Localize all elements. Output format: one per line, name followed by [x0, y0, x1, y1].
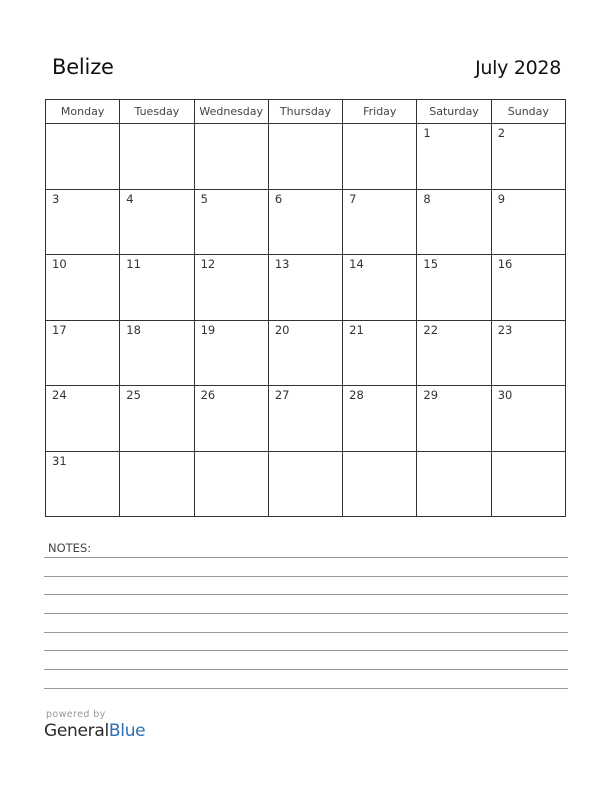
day-number: 28 — [349, 388, 364, 402]
week-row — [46, 189, 566, 255]
notes-line — [44, 557, 568, 558]
week-row — [46, 124, 566, 190]
day-number: 19 — [200, 322, 216, 337]
day-cell — [46, 320, 120, 386]
day-cell — [120, 255, 194, 321]
day-cell — [491, 255, 565, 321]
day-cell — [343, 189, 417, 255]
brand-general-text: General — [44, 721, 109, 741]
day-number — [195, 124, 268, 126]
day-number: 11 — [126, 257, 141, 271]
day-cell — [268, 189, 342, 255]
day-cell — [268, 320, 342, 386]
day-number: 2 — [497, 126, 506, 140]
notes-line — [44, 688, 568, 689]
weekday-saturday: Saturday — [417, 100, 491, 124]
day-number: 4 — [126, 191, 134, 206]
day-number: 31 — [52, 453, 67, 468]
day-number — [195, 452, 268, 454]
country-title: Belize — [52, 55, 114, 79]
day-cell — [120, 386, 194, 452]
day-cell — [491, 386, 565, 452]
notes-line — [44, 650, 568, 651]
notes-line — [44, 613, 568, 614]
day-cell — [46, 189, 120, 255]
day-number — [46, 124, 119, 126]
notes-line — [44, 576, 568, 577]
brand-blue-text: Blue — [108, 721, 146, 741]
week-row — [46, 386, 566, 452]
week-row — [46, 451, 566, 517]
day-cell — [491, 189, 565, 255]
day-number: 18 — [126, 322, 141, 337]
day-cell — [343, 255, 417, 321]
day-number: 29 — [423, 388, 439, 402]
day-cell — [343, 386, 417, 452]
day-number — [120, 452, 193, 454]
day-cell — [343, 124, 417, 190]
day-cell — [268, 451, 342, 517]
day-cell — [417, 451, 491, 517]
day-cell — [46, 124, 120, 190]
day-number — [417, 452, 490, 454]
day-number: 23 — [497, 322, 513, 337]
day-number: 8 — [423, 191, 431, 206]
day-cell — [194, 124, 268, 190]
day-number: 7 — [349, 191, 357, 206]
day-cell — [120, 451, 194, 517]
day-cell — [268, 124, 342, 190]
week-row — [46, 320, 566, 386]
day-cell — [120, 189, 194, 255]
day-number: 22 — [423, 322, 439, 337]
powered-by-text: powered by — [46, 709, 106, 720]
day-cell — [194, 320, 268, 386]
day-cell — [417, 124, 491, 190]
day-number — [343, 452, 416, 454]
day-number — [269, 124, 342, 126]
day-number: 24 — [52, 388, 67, 402]
day-number: 10 — [52, 257, 67, 271]
day-number: 3 — [52, 191, 60, 206]
day-number: 13 — [274, 257, 290, 271]
day-number: 30 — [497, 388, 513, 402]
day-number: 16 — [497, 257, 513, 271]
day-cell — [417, 386, 491, 452]
calendar-grid — [45, 99, 566, 517]
day-cell — [268, 386, 342, 452]
day-cell — [417, 320, 491, 386]
day-number: 21 — [349, 322, 364, 337]
day-cell — [120, 124, 194, 190]
day-number: 15 — [423, 257, 439, 271]
day-number: 1 — [423, 126, 431, 140]
day-number — [492, 452, 565, 454]
weekday-tuesday: Tuesday — [120, 100, 194, 124]
day-number — [343, 124, 416, 126]
day-number: 26 — [200, 388, 216, 402]
day-cell — [491, 451, 565, 517]
day-number: 27 — [274, 388, 290, 402]
notes-line — [44, 594, 568, 595]
notes-label: NOTES: — [48, 541, 92, 555]
weekday-thursday: Thursday — [268, 100, 342, 124]
day-cell — [194, 189, 268, 255]
day-cell — [194, 451, 268, 517]
day-cell — [417, 189, 491, 255]
weekday-monday: Monday — [46, 100, 120, 124]
day-number — [269, 452, 342, 454]
notes-line — [44, 669, 568, 670]
day-number: 9 — [497, 191, 506, 206]
day-cell — [491, 320, 565, 386]
day-number: 6 — [274, 191, 283, 206]
day-cell — [46, 255, 120, 321]
day-cell — [46, 386, 120, 452]
week-row — [46, 255, 566, 321]
weekday-friday: Friday — [343, 100, 417, 124]
day-cell — [46, 451, 120, 517]
month-year-title: July 2028 — [475, 57, 561, 79]
day-number: 25 — [126, 388, 141, 402]
day-cell — [343, 320, 417, 386]
day-number: 17 — [52, 322, 67, 337]
day-cell — [194, 386, 268, 452]
day-cell — [194, 255, 268, 321]
day-number: 20 — [274, 322, 290, 337]
day-number: 12 — [200, 257, 216, 271]
day-cell — [417, 255, 491, 321]
day-number — [120, 124, 193, 126]
notes-line — [44, 632, 568, 633]
day-number: 14 — [349, 257, 364, 271]
generalblue-logo[interactable] — [44, 721, 145, 741]
day-number: 5 — [200, 191, 208, 206]
day-cell — [120, 320, 194, 386]
day-cell — [268, 255, 342, 321]
weekday-sunday: Sunday — [491, 100, 565, 124]
day-cell — [343, 451, 417, 517]
weekday-wednesday: Wednesday — [194, 100, 268, 124]
weekday-header-row — [46, 100, 566, 124]
day-cell — [491, 124, 565, 190]
